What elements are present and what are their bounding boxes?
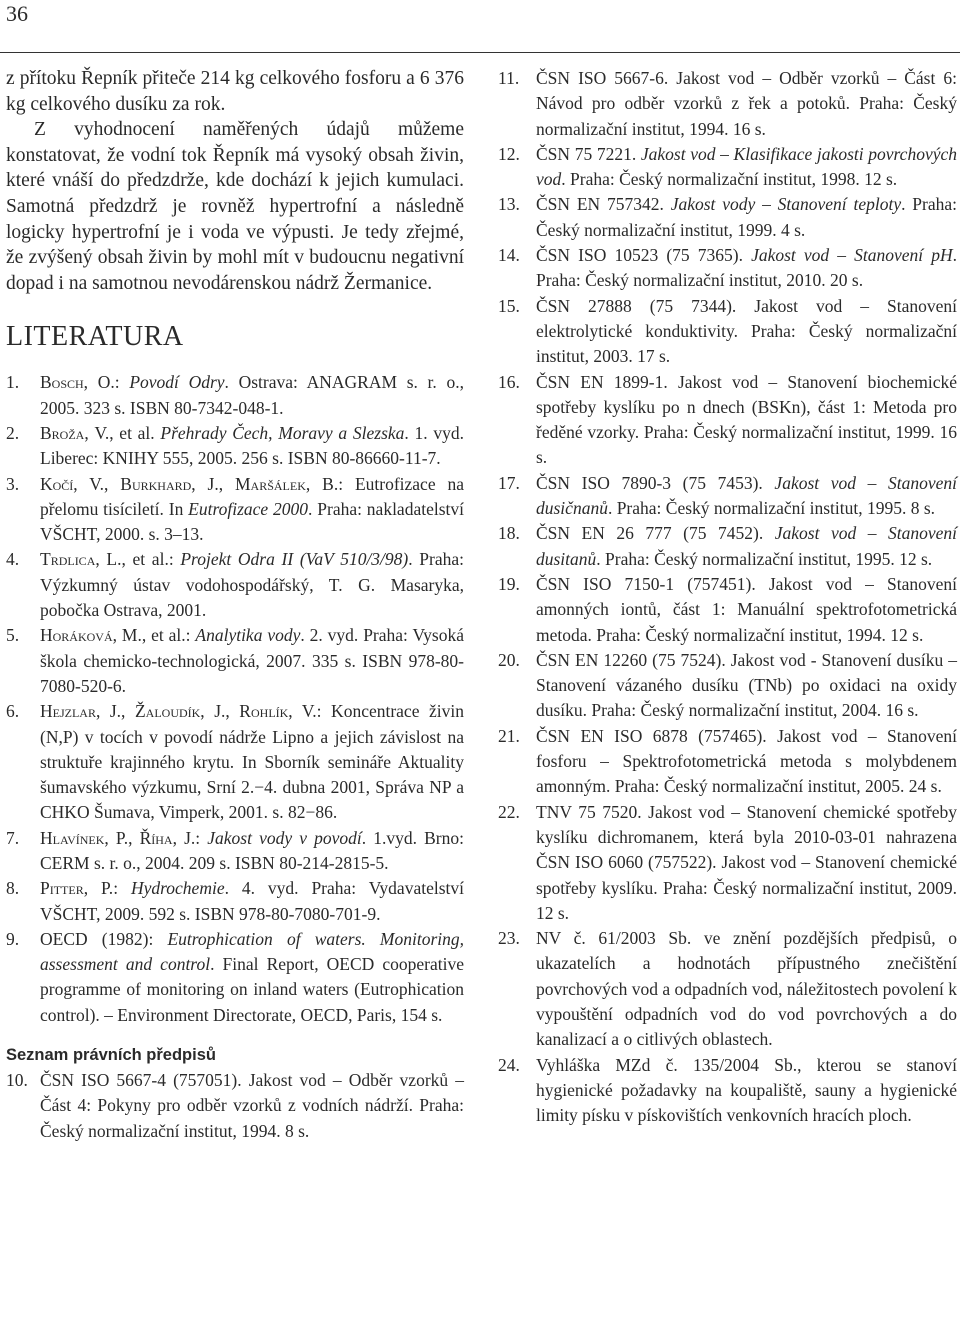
- reference-title: Jakost vod – Stanovení dusičnanů: [536, 472, 957, 519]
- reference-author: Horáková, M.: [40, 625, 142, 646]
- reference-text: [536, 243, 957, 294]
- reference-part: TNV 75 7520. Jakost vod – Stanovení chemické spotřeby kyslíku dichromanem, která byla 2010-03-01 nahrazena ČSN ISO 6060 (757522). Jakost vod – Stanovení chemické spotřeby kyslíku. Praha: Český normalizační institut, 2009. 12 s.: [536, 801, 957, 923]
- reference-author: Hlavínek, P., Říha, J.: [40, 827, 196, 848]
- reference-part: . Praha: nakladatelství VŠCHT, 2000. s. 3–13.: [40, 498, 464, 545]
- reference-text: [40, 421, 464, 472]
- reference-item: [498, 192, 957, 243]
- reference-title: Jakost vody v povodí: [207, 827, 362, 848]
- reference-author: Brožа, V.: [40, 422, 110, 443]
- reference-number: 22.: [498, 801, 520, 822]
- reference-text: [40, 826, 464, 877]
- reference-text: [536, 800, 957, 926]
- reference-title: Jakost vod – Stanovení dusitanů: [536, 523, 958, 569]
- reference-part: ČSN ISO 5667-6. Jakost vod – Odběr vzorků – Část 6: Návod pro odběr vzorků z řek a potoků. Praha: Český normalizační institut, 1994. 16 s.: [536, 68, 957, 139]
- reference-part: . 4. vyd. Praha: Vydavatelství VŠCHT, 2009. 592 s. ISBN 978-80-7080-701-9.: [40, 878, 464, 924]
- reference-text: [40, 623, 464, 699]
- right-column: [498, 66, 957, 1128]
- reference-text: [40, 699, 464, 825]
- reference-text: [536, 648, 957, 724]
- reference-part: . Praha: Výzkumný ústav vodohospodářský, T. G. Masaryka, pobočka Ostrava, 2001.: [40, 549, 465, 621]
- reference-part: ČSN EN ISO 6878 (757465). Jakost vod – Stanovení fosforu – Spektrofotometrická metoda s molybdenem amonným. Praha: Český normalizační institut, 2005. 24 s.: [536, 725, 957, 797]
- reference-part: . 1.vyd. Brno: CERM s. r. o., 2004. 209 s. ISBN 80-214-2815-5.: [40, 827, 464, 873]
- section-heading-literatura: LITERATURA: [6, 321, 184, 353]
- reference-part: : Koncentrace živin (N,P) v tocích v povodí nádrže Lipno a jejich závislost na struktuře krajinného krytu. In Sborník semináře Aktuality šumavského výzkumu, Srní 2.−4. dubna 2001, Správa NP a CHKO Šumava, Vimperk, 2001. s. 82−86.: [40, 701, 464, 823]
- reference-item: [498, 370, 957, 471]
- reference-text: [536, 66, 957, 142]
- reference-text: [40, 547, 464, 623]
- reference-title: Jakost vod – Stanovení pH: [751, 245, 953, 266]
- body-paragraph: z přítoku Řepník přiteče 214 kg celkového fosforu a 6 376 kg celkového dusíku za rok.: [6, 68, 464, 115]
- reference-part: ČSN EN 26 777 (75 7452).: [536, 523, 775, 544]
- reference-part: . Praha: Český normalizační institut, 1995. 8 s.: [607, 498, 936, 519]
- reference-number: 17.: [498, 472, 520, 493]
- reference-item: [6, 876, 464, 927]
- reference-part: ČSN ISO 7890-3 (75 7453).: [536, 472, 775, 493]
- reference-part: , et al.:: [121, 549, 181, 570]
- reference-author: Bosch, O.: [40, 372, 115, 393]
- reference-title: Projekt Odra II (VaV 510/3/98): [180, 549, 409, 570]
- reference-part: . Praha: Český normalizační institut, 1998. 12 s.: [561, 169, 898, 190]
- reference-item: [498, 142, 957, 193]
- reference-text: [536, 521, 957, 572]
- reference-number: 6.: [6, 701, 20, 722]
- reference-item: [6, 927, 464, 1028]
- reference-part: . Praha: Český normalizační institut, 1995. 12 s.: [596, 548, 933, 569]
- reference-part: ČSN 27888 (75 7344). Jakost vod – Stanovení elektrolytické konduktivity. Praha: Český normalizační institut, 2003. 17 s.: [536, 295, 957, 367]
- reference-item: [498, 800, 957, 926]
- reference-title: Přehrady Čech, Moravy a Slezska: [160, 422, 405, 443]
- reference-item: [6, 370, 464, 421]
- reference-number: 11.: [498, 68, 520, 88]
- reference-item: [498, 521, 957, 572]
- reference-title: Hydrochemie: [130, 878, 225, 899]
- reference-text: [536, 926, 957, 1052]
- reference-number: 3.: [6, 473, 20, 494]
- reference-part: , et al.: [109, 422, 161, 443]
- reference-number: 7.: [6, 827, 20, 848]
- reference-part: NV č. 61/2003 Sb. ve znění pozdějších předpisů, o ukazatelích a hodnotách přípustného znečištění povrchových vod a odpadních vod, náležitostech povolení k vypouštění odpadních vod do vod povrchových a do kanalizací a o citlivých oblastech.: [536, 928, 957, 1050]
- reference-part: ČSN 75 7221.: [536, 143, 641, 164]
- reference-text: [40, 472, 464, 548]
- reference-text: [536, 142, 957, 193]
- reference-item: [498, 294, 957, 370]
- reference-text: [536, 471, 957, 522]
- body-paragraph: Z vyhodnocení naměřených údajů můžeme konstatovat, že vodní tok Řepník má vysoký obsah živin, které vnáší do předzdrže, kde dochází k jejich kumulaci. Samotná předzdrž je rovněž hypertrofní a následně logicky hypertrofní je i voda ve výpusti. Je tedy zřejmé, že zvýšený obsah živin by mohl mít v budoucnu negativní dopad i na samotnou nevodárenskou nádrž Žermanice.: [6, 119, 464, 294]
- reference-item: [6, 472, 464, 548]
- reference-part: . Praha: Český normalizační institut, 1999. 4 s.: [536, 194, 957, 240]
- reference-part: . Ostrava: ANAGRAM s. r. o., 2005. 323 s. ISBN 80-7342-048-1.: [40, 372, 464, 418]
- reference-number: 16.: [498, 371, 520, 392]
- reference-text: [536, 370, 957, 471]
- reference-number: 10.: [6, 1070, 28, 1091]
- reference-part: . Final Report, OECD cooperative programme of monitoring on inland waters (Eutrophication control). – Environment Directorate, OECD, Paris, 154 s.: [40, 954, 464, 1025]
- reference-number: 21.: [498, 725, 520, 746]
- reference-text: [536, 572, 957, 648]
- reference-text: [536, 724, 957, 800]
- reference-part: : Eutrofizace na přelomu tisíciletí. In: [40, 473, 464, 519]
- reference-number: 8.: [6, 878, 20, 899]
- reference-item: [498, 926, 957, 1052]
- reference-text: [40, 927, 464, 1028]
- reference-part: Vyhláška MZd č. 135/2004 Sb., kterou se stanoví hygienické požadavky na koupaliště, sauny a hygienické limity písku v pískovištích venkovních hracích ploch.: [536, 1054, 957, 1126]
- reference-part: :: [113, 878, 131, 899]
- reference-list: [6, 370, 464, 1028]
- reference-text: [536, 192, 957, 243]
- reference-title: Povodí Odry: [129, 372, 225, 393]
- reference-list-legal: [6, 1068, 464, 1144]
- reference-author: Pitter, P.: [40, 878, 114, 899]
- reference-item: [6, 1068, 464, 1144]
- reference-part: OECD (1982):: [40, 928, 168, 949]
- reference-title: Analytika vody: [195, 625, 301, 646]
- reference-item: [6, 421, 464, 472]
- reference-number: 24.: [498, 1054, 520, 1075]
- reference-item: [498, 572, 957, 648]
- reference-item: [498, 66, 957, 142]
- reference-text: [40, 876, 464, 927]
- reference-title: Jakost vod – Klasifikace jakosti povrchových vod: [536, 143, 957, 190]
- reference-title: Jakost vody – Stanovení teploty: [670, 194, 902, 215]
- reference-text: ČSN ISO 5667-4 (757051). Jakost vod – Odběr vzorků – Část 4: Pokyny pro odběr vzorků z vodních nádrží. Praha: Český normalizační institut, 1994. 8 s.: [40, 1070, 464, 1141]
- reference-item: [498, 243, 957, 294]
- reference-title: Eutrophication of waters. Monitoring, assessment and control: [40, 928, 465, 975]
- page-number: 36: [6, 1, 28, 26]
- reference-number: 15.: [498, 295, 520, 316]
- reference-item: [498, 471, 957, 522]
- reference-text: [536, 1053, 957, 1129]
- reference-number: 20.: [498, 649, 520, 670]
- reference-number: 14.: [498, 245, 520, 266]
- reference-number: 2.: [6, 422, 20, 443]
- reference-author: Trdlica, L.: [40, 549, 122, 570]
- reference-part: . 1. vyd. Liberec: KNIHY 555, 2005. 256 s. ISBN 80-86660-11-7.: [40, 422, 464, 469]
- reference-part: ČSN EN 757342.: [536, 194, 671, 215]
- reference-number: 4.: [6, 549, 20, 570]
- reference-number: 18.: [498, 523, 520, 544]
- subheading-legal: Seznam právních předpisů: [6, 1046, 216, 1065]
- reference-number: 9.: [6, 928, 20, 949]
- reference-list-continued: [498, 66, 957, 1128]
- reference-number: 13.: [498, 194, 520, 215]
- reference-author: Kočí, V., Burkhard, J., Maršálek, B.: [40, 473, 339, 494]
- reference-number: 12.: [498, 143, 520, 164]
- reference-part: ČSN ISO 7150-1 (757451). Jakost vod – Stanovení amonných iontů, část 1: Manuální spektrofotometrická metoda. Praha: Český normalizační institut, 1994. 12 s.: [536, 573, 957, 645]
- reference-item: [6, 623, 464, 699]
- reference-author: Hejzlar, J., Žaloudík, J., Rohlík, V.: [40, 701, 317, 722]
- reference-part: :: [195, 827, 208, 848]
- reference-item: [6, 547, 464, 623]
- reference-number: 5.: [6, 625, 20, 646]
- reference-item: [6, 826, 464, 877]
- reference-number: 23.: [498, 928, 520, 949]
- reference-number: 1.: [6, 372, 20, 393]
- reference-part: ČSN ISO 10523 (75 7365).: [536, 245, 752, 266]
- reference-part: . 2. vyd. Praha: Vysoká škola chemicko-technologická, 2007. 335 s. ISBN 978-80-7080-520-6.: [40, 625, 464, 696]
- reference-part: ČSN EN 12260 (75 7524). Jakost vod - Stanovení dusíku – Stanovení vázaného dusíku (TNb) po oxidaci na oxidy dusíku. Praha: Český normalizační institut, 2004. 16 s.: [536, 649, 957, 721]
- left-column: [6, 66, 464, 1144]
- reference-part: ČSN EN 1899-1. Jakost vod – Stanovení biochemické spotřeby kyslíku po n dnech (BSKn), část 1: Metoda pro ředěné vzorky. Praha: Český normalizační institut, 1999. 16 s.: [536, 371, 957, 468]
- reference-part: . Praha: Český normalizační institut, 2010. 20 s.: [536, 245, 957, 291]
- reference-item: [498, 1053, 957, 1129]
- reference-title: Eutrofizace 2000: [188, 498, 309, 519]
- reference-item: [498, 724, 957, 800]
- header-rule: [0, 52, 960, 53]
- reference-number: 19.: [498, 573, 520, 594]
- reference-text: [40, 370, 464, 421]
- reference-text: [536, 294, 957, 370]
- reference-part: , et al.:: [141, 625, 196, 646]
- reference-item: [6, 699, 464, 825]
- reference-part: :: [114, 372, 130, 393]
- reference-item: [498, 648, 957, 724]
